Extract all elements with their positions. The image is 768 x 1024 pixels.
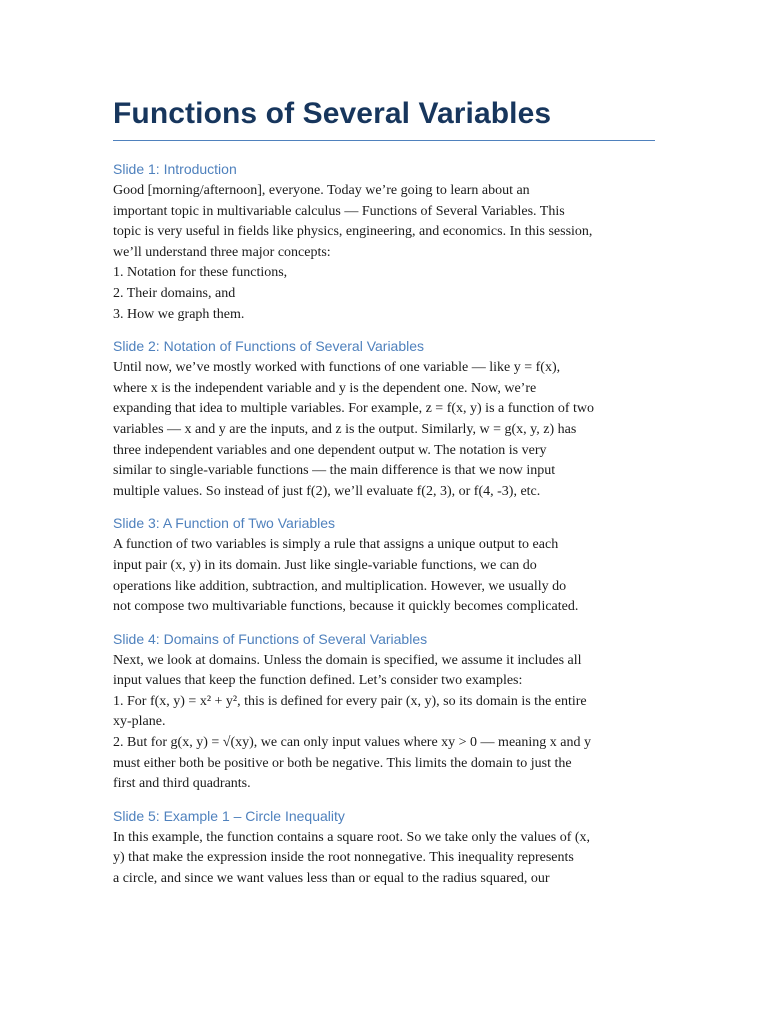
- paragraph-line: not compose two multivariable functions, because it quickly becomes complicated.: [113, 599, 579, 615]
- paragraph-line: A function of two variables is simply a rule that assigns a unique output to each: [113, 537, 559, 553]
- paragraph-line: a circle, and since we want values less than or equal to the radius squared, our: [113, 871, 550, 887]
- paragraph-line: xy-plane.: [113, 714, 166, 730]
- paragraph-line: we’ll understand three major concepts:: [113, 244, 331, 260]
- section-heading: Slide 1: Introduction: [113, 161, 237, 177]
- section-slide-1: [113, 159, 655, 325]
- section-slide-4: [113, 629, 655, 795]
- section-paragraph: [113, 535, 655, 617]
- document-page: [113, 92, 655, 901]
- paragraph-line: variables — x and y are the inputs, and z is the output. Similarly, w = g(x, y, z) has: [113, 421, 577, 437]
- paragraph-line: operations like addition, subtraction, and multiplication. However, we usually do: [113, 578, 567, 594]
- paragraph-line: 1. Notation for these functions,: [113, 265, 288, 281]
- paragraph-line: first and third quadrants.: [113, 776, 251, 792]
- paragraph-line: multiple values. So instead of just f(2), we’ll evaluate f(2, 3), or f(4, -3), etc.: [113, 483, 541, 499]
- paragraph-line: where x is the independent variable and y is the dependent one. Now, we’re: [113, 380, 537, 396]
- paragraph-line: 1. For f(x, y) = x² + y², this is defined for every pair (x, y), so its domain is the entire: [113, 693, 587, 709]
- paragraph-line: 2. But for g(x, y) = √(xy), we can only input values where xy > 0 — meaning x and y: [113, 735, 591, 751]
- paragraph-line: 3. How we graph them.: [113, 306, 245, 322]
- paragraph-line: y) that make the expression inside the root nonnegative. This inequality represents: [113, 850, 574, 866]
- paragraph-line: Until now, we’ve mostly worked with functions of one variable — like y = f(x),: [113, 360, 561, 376]
- section-heading: Slide 3: A Function of Two Variables: [113, 515, 336, 532]
- paragraph-line: expanding that idea to multiple variables. For example, z = f(x, y) is a function of two: [113, 401, 595, 417]
- paragraph-line: 2. Their domains, and: [113, 285, 236, 301]
- paragraph-line: input pair (x, y) in its domain. Just like single-variable functions, we can do: [113, 557, 537, 573]
- section-paragraph: [113, 181, 655, 325]
- section-paragraph: [113, 651, 655, 795]
- paragraph-line: similar to single-variable functions — the main difference is that we now input: [113, 463, 556, 479]
- paragraph-line: Good [morning/afternoon], everyone. Today we’re going to learn about an: [113, 183, 530, 198]
- paragraph-line: important topic in multivariable calculus — Functions of Several Variables. This: [113, 203, 565, 219]
- document-title: Functions of Several Variables: [113, 97, 552, 130]
- section-slide-2: [113, 336, 655, 502]
- title-divider: [113, 140, 655, 141]
- section-slide-3: [113, 513, 655, 617]
- document-body: [113, 159, 655, 890]
- section-heading: Slide 2: Notation of Functions of Several Variables: [113, 338, 425, 355]
- paragraph-line: input values that keep the function defined. Let’s consider two examples:: [113, 673, 523, 689]
- section-paragraph: [113, 358, 655, 502]
- paragraph-line: topic is very useful in fields like physics, engineering, and economics. In this session,: [113, 224, 593, 240]
- paragraph-line: must either both be positive or both be negative. This limits the domain to just the: [113, 755, 572, 771]
- section-paragraph: [113, 828, 655, 890]
- paragraph-line: In this example, the function contains a square root. So we take only the values of (x,: [113, 829, 591, 845]
- paragraph-line: Next, we look at domains. Unless the domain is specified, we assume it includes all: [113, 652, 582, 668]
- paragraph-line: three independent variables and one dependent output w. The notation is very: [113, 442, 547, 458]
- section-heading: Slide 5: Example 1 – Circle Inequality: [113, 807, 345, 824]
- section-heading: Slide 4: Domains of Functions of Several Variables: [113, 630, 428, 647]
- section-slide-5: [113, 806, 655, 890]
